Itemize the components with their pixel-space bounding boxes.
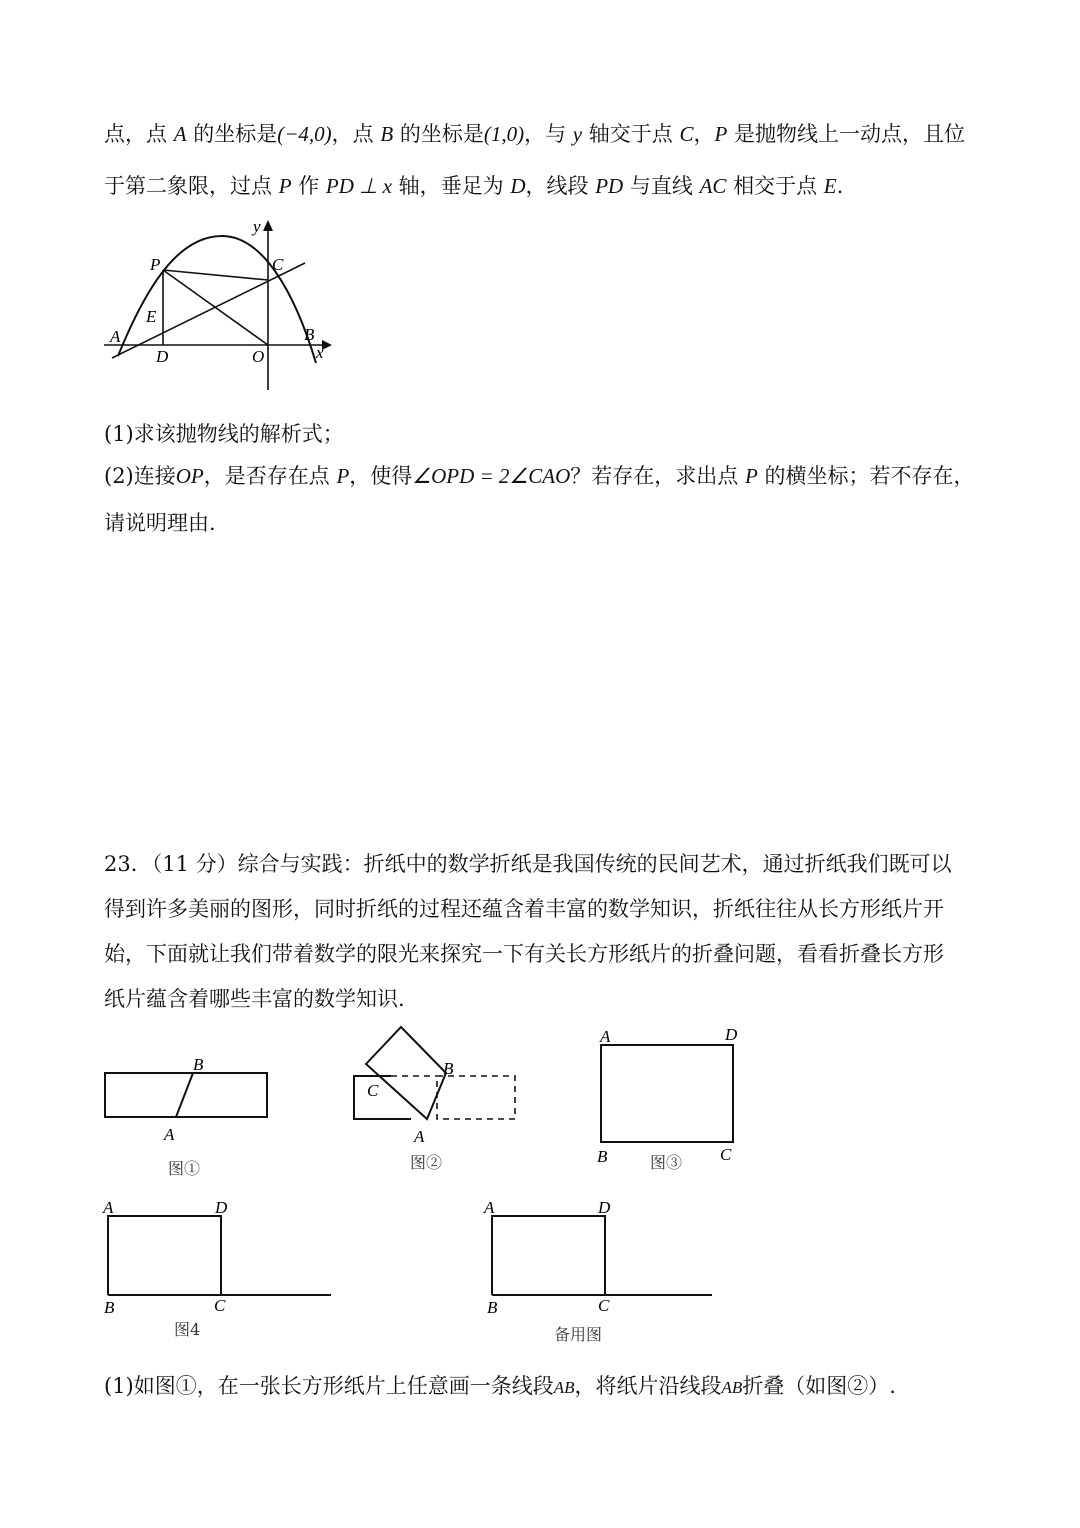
point-label: P [714,122,728,146]
figure-3 [597,1025,738,1172]
q23-part1: (1)如图①，在一张长方形纸片上任意画一条线段AB，将纸片沿线段AB折叠（如图②）. [104,1374,896,1398]
point-label: A [173,122,187,146]
fig4-caption: 图4 [174,1320,201,1339]
fig3-caption: 图③ [650,1153,683,1172]
q22-text-line2: 于第二象限，过点 P 作 PD ⊥ x 轴，垂足为 D，线段 PD 与直线 AC 相交于点 E. [104,174,844,198]
axis-label-x: x [316,343,324,362]
rectangle-abcd [108,1216,221,1295]
point-label: B [380,122,394,146]
angle-equation: ∠OPD = 2∠CAO [412,464,571,488]
fig3-label-d: D [725,1025,738,1044]
spare-label-d: D [598,1198,611,1217]
fig3-label-c: C [720,1145,732,1164]
q23-text-line3: 始，下面就让我们带着数学的限光来探究一下有关长方形纸片的折叠问题，看看折叠长方形 [104,942,944,966]
q22-part2-continued: 请说明理由. [104,511,216,535]
fig4-label-d: D [215,1198,228,1217]
fig3-label-b: B [597,1147,608,1166]
fig2-label-a: A [414,1127,425,1146]
fig3-label-a: A [600,1027,611,1046]
fig4-label-c: C [214,1296,226,1315]
segment-ab [176,1073,193,1117]
rectangle-abcd [492,1216,605,1295]
fig1-label-b: B [193,1055,204,1074]
point-label-o: O [252,347,265,366]
coordinate: (1,0) [483,122,525,146]
figure-4 [102,1198,331,1339]
q23-text-line1: 23．（11 分）综合与实践：折纸中的数学折纸是我国传统的民间艺术，通过折纸我们既可以 [104,852,952,876]
coordinate: (−4,0) [277,122,332,146]
point-label-a: A [110,327,121,346]
q23-text-line2: 得到许多美丽的图形，同时折纸的过程还蕴含着丰富的数学知识，折纸往往从长方形纸片开 [104,897,944,921]
fig2-label-b: B [443,1059,454,1078]
rectangle-abcd [601,1045,733,1142]
fig1-caption: 图① [168,1159,201,1178]
fig4-label-a: A [103,1198,114,1217]
math-expression: PD ⊥ x [325,174,392,198]
spare-caption: 备用图 [554,1325,603,1344]
point-label-e: E [146,307,157,326]
point-label-c: C [272,255,284,274]
fig2-caption: 图② [410,1153,443,1172]
q22-part2: (2)连接OP，是否存在点 P，使得∠OPD = 2∠CAO？若存在，求出点 P 的横坐标；若不存在， [104,464,975,488]
axis-label-y: y [253,217,261,236]
spare-label-c: C [598,1296,610,1315]
axis-name: y [572,122,583,146]
q22-part1: (1)求该抛物线的解析式； [104,422,344,446]
original-position-dashed [437,1076,515,1119]
folded-flap [366,1027,446,1119]
spare-label-a: A [484,1198,495,1217]
figure-2 [354,1027,515,1172]
figure-spare [483,1198,712,1344]
fig1-label-a: A [164,1125,175,1144]
figure-1 [105,1055,267,1178]
fig4-label-b: B [104,1298,115,1317]
q22-text-line1: 点，点 A 的坐标是(−4,0)，点 B 的坐标是(1,0)，与 y 轴交于点 C，P 是抛物线上一动点，且位 [104,122,965,146]
paper-strip [105,1073,267,1117]
point-label-d: D [156,347,169,366]
point-label-p: P [150,255,161,274]
fig2-label-c: C [367,1081,379,1100]
spare-label-b: B [487,1298,498,1317]
point-label-b: B [304,325,315,344]
point-label: C [679,122,694,146]
q23-text-line4: 纸片蕴含着哪些丰富的数学知识. [104,987,405,1011]
